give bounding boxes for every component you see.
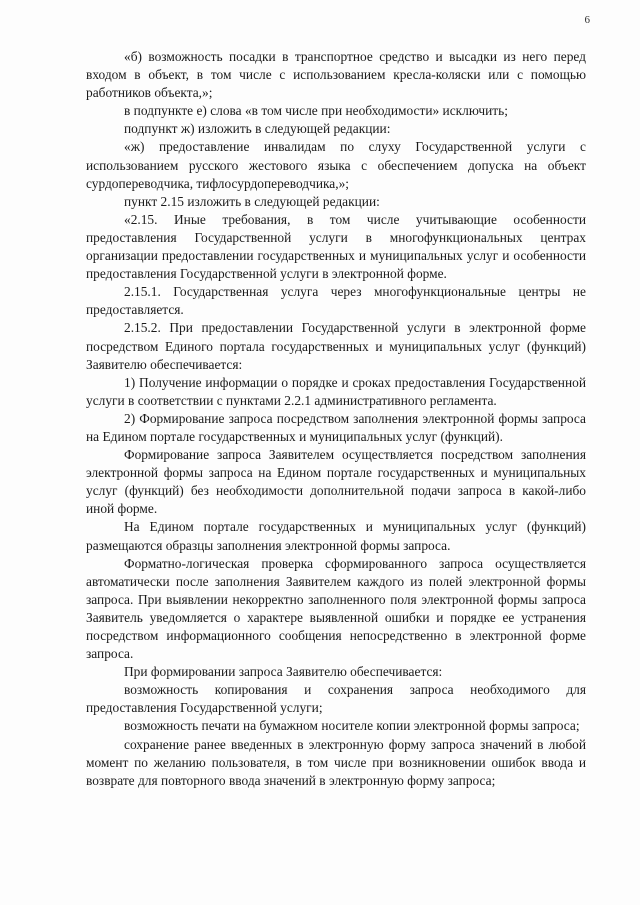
paragraph: 2.15.2. При предоставлении Государственной услуги в электронной форме посредством Единого портала государственных и муниципальных услуг (функций) Заявителю обеспечивается: xyxy=(86,320,586,372)
paragraph: «ж) предоставление инвалидам по слуху Государственной услуги с использованием русского жестового языка с обеспечением допуска на объект сурдопереводчика, тифлосурдопереводчика,»; xyxy=(86,139,586,191)
paragraph: Формирование запроса Заявителем осуществляется посредством заполнения электронной формы запроса на Едином портале государственных и муниципальных услуг (функций) без необходимости дополнительной подачи запроса в какой-либо иной форме. xyxy=(86,447,586,517)
paragraph: Форматно-логическая проверка сформированного запроса осуществляется автоматически после заполнения Заявителем каждого из полей электронной формы запроса. При выявлении некорректно заполненного поля электронной формы запроса Заявитель уведомляется о характере выявленной ошибки и порядке ее устранения посредством информационного сообщения непосредственно в электронной форме запроса. xyxy=(86,555,586,662)
paragraph: пункт 2.15 изложить в следующей редакции: xyxy=(124,193,380,209)
page-number: 6 xyxy=(584,14,590,26)
paragraph: возможность копирования и сохранения запроса необходимого для предоставления Государственной услуги; xyxy=(86,682,586,716)
paragraph: «б) возможность посадки в транспортное средство и высадки из него перед входом в объект, в том числе с использованием кресла-коляски или с помощью работников объекта,»; xyxy=(86,49,586,101)
paragraph: «2.15. Иные требования, в том числе учитывающие особенности предоставления Государственной услуги в многофункциональных центрах организации предоставлении государственных и муниципальных услуг и особенности предоставления Государственной услуги в электронной форме. xyxy=(86,211,586,282)
paragraph: сохранение ранее введенных в электронную форму запроса значений в любой момент по желанию пользователя, в том числе при возникновении ошибок ввода и возврате для повторного ввода значений в электронную форму запроса; xyxy=(86,736,586,788)
paragraph: возможность печати на бумажном носителе копии электронной формы запроса; xyxy=(124,718,580,734)
paragraph: При формировании запроса Заявителю обеспечивается: xyxy=(124,664,443,680)
paragraph: На Едином портале государственных и муниципальных услуг (функций) размещаются образцы заполнения электронной формы запроса. xyxy=(86,519,586,553)
paragraph: 2.15.1. Государственная услуга через многофункциональные центры не предоставляется. xyxy=(86,284,586,318)
paragraph: 2) Формирование запроса посредством заполнения электронной формы запроса на Едином портале государственных и муниципальных услуг (функций). xyxy=(86,410,586,444)
document-body xyxy=(86,48,586,790)
paragraph: в подпункте е) слова «в том числе при необходимости» исключить; xyxy=(124,103,508,119)
paragraph: подпункт ж) изложить в следующей редакции: xyxy=(124,121,391,137)
paragraph: 1) Получение информации о порядке и сроках предоставления Государственной услуги в соответствии с пунктами 2.2.1 административного регламента. xyxy=(86,374,586,408)
